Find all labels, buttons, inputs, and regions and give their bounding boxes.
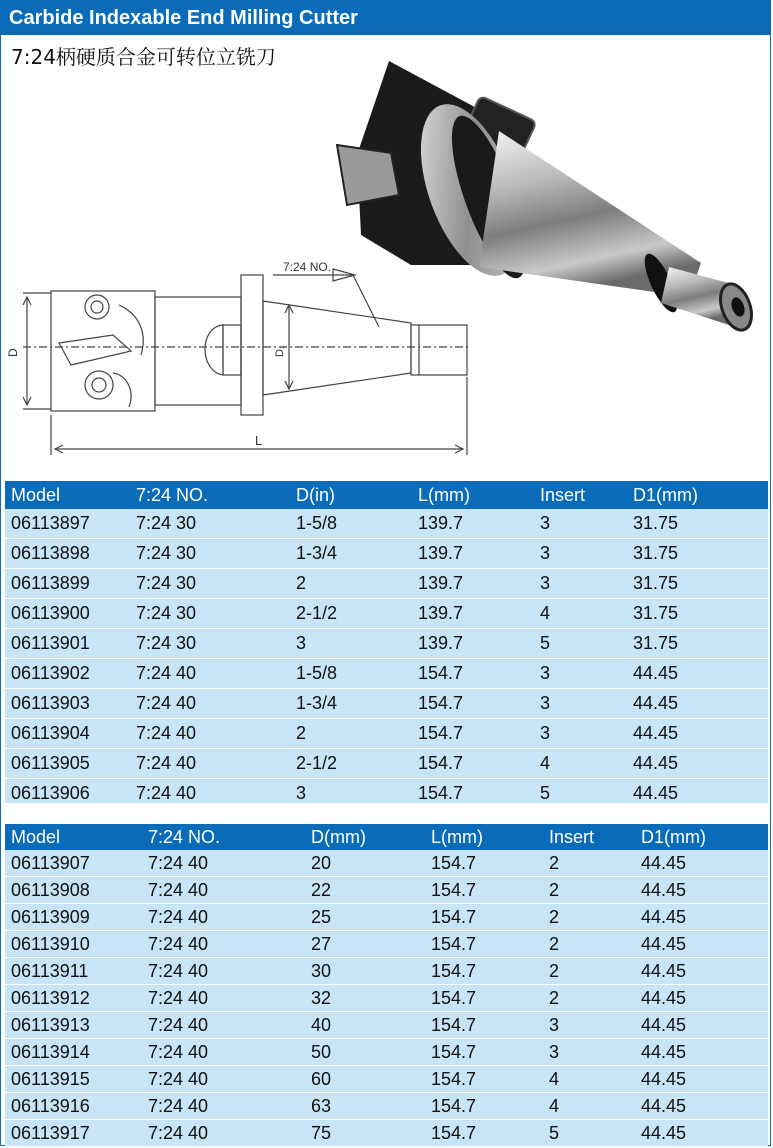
spec-table-inch <box>5 481 768 809</box>
cell-d1: 44.45 <box>635 1120 768 1147</box>
cell-d1: 44.45 <box>635 985 768 1012</box>
header-model: Model <box>5 481 130 509</box>
cell-l: 154.7 <box>425 1039 543 1066</box>
table-row <box>5 599 768 629</box>
cell-l: 154.7 <box>412 689 534 719</box>
cell-l: 139.7 <box>412 599 534 629</box>
cell-d: 27 <box>305 931 425 958</box>
cell-l: 139.7 <box>412 569 534 599</box>
cell-l: 154.7 <box>425 877 543 904</box>
cell-l: 154.7 <box>425 958 543 985</box>
cell-l: 154.7 <box>425 1012 543 1039</box>
page-subtitle: 7:24柄硬质合金可转位立铣刀 <box>11 45 276 69</box>
cell-model: 06113910 <box>5 931 142 958</box>
cell-model: 06113916 <box>5 1093 142 1120</box>
table-row <box>5 509 768 539</box>
cell-model: 06113899 <box>5 569 130 599</box>
cell-insert: 5 <box>534 629 627 659</box>
cell-insert: 5 <box>534 779 627 809</box>
cell-model: 06113897 <box>5 509 130 539</box>
table-row <box>5 749 768 779</box>
header-model: Model <box>5 824 142 850</box>
cell-taper: 7:24 40 <box>142 904 305 931</box>
cell-d: 60 <box>305 1066 425 1093</box>
table-row <box>5 985 768 1012</box>
cell-model: 06113913 <box>5 1012 142 1039</box>
cell-l: 154.7 <box>425 931 543 958</box>
cell-taper: 7:24 40 <box>130 689 290 719</box>
cell-d1: 44.45 <box>635 850 768 877</box>
cell-model: 06113912 <box>5 985 142 1012</box>
cell-d1: 44.45 <box>635 1012 768 1039</box>
cell-l: 154.7 <box>425 1066 543 1093</box>
table-row <box>5 659 768 689</box>
cell-d1: 44.45 <box>635 904 768 931</box>
cell-d: 32 <box>305 985 425 1012</box>
cell-d: 2-1/2 <box>290 599 412 629</box>
table-row <box>5 1012 768 1039</box>
cell-d: 1-3/4 <box>290 539 412 569</box>
cell-d1: 31.75 <box>627 569 768 599</box>
cell-taper: 7:24 40 <box>130 749 290 779</box>
product-photo <box>1 35 772 481</box>
table-header-row <box>5 481 768 509</box>
header-taper: 7:24 NO. <box>142 824 305 850</box>
cell-d1: 44.45 <box>635 958 768 985</box>
cell-insert: 3 <box>534 719 627 749</box>
table-header-row <box>5 824 768 850</box>
cell-taper: 7:24 30 <box>130 539 290 569</box>
cell-d1: 44.45 <box>635 1039 768 1066</box>
cell-d: 20 <box>305 850 425 877</box>
cell-insert: 4 <box>543 1066 635 1093</box>
spec-table-metric <box>5 824 768 1147</box>
cell-d1: 44.45 <box>627 749 768 779</box>
cell-l: 139.7 <box>412 629 534 659</box>
table-row <box>5 629 768 659</box>
cell-model: 06113909 <box>5 904 142 931</box>
table-row <box>5 689 768 719</box>
cell-d: 50 <box>305 1039 425 1066</box>
cell-insert: 2 <box>543 877 635 904</box>
page-title: Carbide Indexable End Milling Cutter <box>1 1 770 35</box>
header-d1: D1(mm) <box>635 824 768 850</box>
d1-dimension-label: D₁ <box>274 345 286 357</box>
cell-taper: 7:24 40 <box>130 719 290 749</box>
cell-l: 154.7 <box>412 659 534 689</box>
table-row <box>5 719 768 749</box>
cell-d: 22 <box>305 877 425 904</box>
cell-insert: 2 <box>543 850 635 877</box>
table-row <box>5 1039 768 1066</box>
cell-d: 2 <box>290 719 412 749</box>
cell-insert: 2 <box>543 904 635 931</box>
cell-model: 06113905 <box>5 749 130 779</box>
cell-insert: 4 <box>534 749 627 779</box>
cell-d: 2 <box>290 569 412 599</box>
header-taper: 7:24 NO. <box>130 481 290 509</box>
cell-model: 06113915 <box>5 1066 142 1093</box>
header-d1: D1(mm) <box>627 481 768 509</box>
cell-insert: 3 <box>543 1012 635 1039</box>
cell-taper: 7:24 40 <box>142 1012 305 1039</box>
cell-model: 06113903 <box>5 689 130 719</box>
l-dimension-label: L <box>255 433 263 448</box>
cell-d1: 31.75 <box>627 629 768 659</box>
header-d: D(mm) <box>305 824 425 850</box>
cell-model: 06113911 <box>5 958 142 985</box>
table-row <box>5 1120 768 1147</box>
cell-taper: 7:24 40 <box>142 1120 305 1147</box>
cell-insert: 3 <box>534 689 627 719</box>
cell-taper: 7:24 40 <box>142 877 305 904</box>
cell-insert: 2 <box>543 985 635 1012</box>
cell-l: 154.7 <box>412 719 534 749</box>
header-insert: Insert <box>543 824 635 850</box>
product-figure <box>1 35 772 481</box>
cell-model: 06113906 <box>5 779 130 809</box>
cell-d: 3 <box>290 629 412 659</box>
cell-model: 06113908 <box>5 877 142 904</box>
cell-taper: 7:24 40 <box>142 1066 305 1093</box>
cell-insert: 2 <box>543 931 635 958</box>
cell-d1: 31.75 <box>627 539 768 569</box>
cell-insert: 3 <box>534 509 627 539</box>
cell-taper: 7:24 40 <box>130 779 290 809</box>
header-d: D(in) <box>290 481 412 509</box>
cell-d: 25 <box>305 904 425 931</box>
cell-l: 139.7 <box>412 539 534 569</box>
cell-d1: 44.45 <box>627 779 768 809</box>
cell-taper: 7:24 40 <box>130 659 290 689</box>
table-spacer <box>5 803 768 824</box>
header-insert: Insert <box>534 481 627 509</box>
cell-insert: 5 <box>543 1120 635 1147</box>
taper-callout: 7:24 NO. <box>283 260 332 274</box>
cell-d1: 44.45 <box>635 1066 768 1093</box>
cell-d1: 44.45 <box>635 877 768 904</box>
cell-l: 154.7 <box>412 749 534 779</box>
cell-taper: 7:24 30 <box>130 599 290 629</box>
cell-d1: 31.75 <box>627 599 768 629</box>
cell-d1: 44.45 <box>635 931 768 958</box>
cell-insert: 3 <box>543 1039 635 1066</box>
cell-model: 06113900 <box>5 599 130 629</box>
cell-insert: 3 <box>534 539 627 569</box>
cell-insert: 4 <box>534 599 627 629</box>
cell-l: 154.7 <box>425 850 543 877</box>
table-row <box>5 569 768 599</box>
cell-l: 154.7 <box>425 904 543 931</box>
cell-d: 40 <box>305 1012 425 1039</box>
cell-model: 06113902 <box>5 659 130 689</box>
cell-d: 2-1/2 <box>290 749 412 779</box>
d-dimension-label: D <box>6 348 20 357</box>
cell-taper: 7:24 40 <box>142 931 305 958</box>
cell-d: 1-5/8 <box>290 659 412 689</box>
cell-l: 154.7 <box>412 779 534 809</box>
cell-model: 06113917 <box>5 1120 142 1147</box>
cell-insert: 4 <box>543 1093 635 1120</box>
cell-d1: 44.45 <box>627 659 768 689</box>
cell-taper: 7:24 30 <box>130 509 290 539</box>
cell-d1: 31.75 <box>627 509 768 539</box>
cell-model: 06113907 <box>5 850 142 877</box>
cell-d: 1-5/8 <box>290 509 412 539</box>
cell-d1: 44.45 <box>627 719 768 749</box>
cell-d: 30 <box>305 958 425 985</box>
table-row <box>5 904 768 931</box>
cell-model: 06113898 <box>5 539 130 569</box>
cell-model: 06113904 <box>5 719 130 749</box>
header-l: L(mm) <box>425 824 543 850</box>
cell-d: 75 <box>305 1120 425 1147</box>
table-row <box>5 1093 768 1120</box>
cell-l: 154.7 <box>425 985 543 1012</box>
cell-insert: 2 <box>543 958 635 985</box>
cell-d1: 44.45 <box>627 689 768 719</box>
cell-taper: 7:24 40 <box>142 1039 305 1066</box>
cell-taper: 7:24 40 <box>142 850 305 877</box>
cell-l: 154.7 <box>425 1120 543 1147</box>
table-row <box>5 850 768 877</box>
cell-l: 139.7 <box>412 509 534 539</box>
table-row <box>5 1066 768 1093</box>
table-row <box>5 539 768 569</box>
cell-insert: 3 <box>534 659 627 689</box>
cell-d: 63 <box>305 1093 425 1120</box>
table-row <box>5 931 768 958</box>
cell-taper: 7:24 40 <box>142 985 305 1012</box>
cell-taper: 7:24 30 <box>130 569 290 599</box>
cell-taper: 7:24 40 <box>142 958 305 985</box>
cell-d1: 44.45 <box>635 1093 768 1120</box>
cell-insert: 3 <box>534 569 627 599</box>
cell-l: 154.7 <box>425 1093 543 1120</box>
cell-model: 06113914 <box>5 1039 142 1066</box>
cell-d: 3 <box>290 779 412 809</box>
header-l: L(mm) <box>412 481 534 509</box>
table-row <box>5 958 768 985</box>
cell-d: 1-3/4 <box>290 689 412 719</box>
cell-taper: 7:24 40 <box>142 1093 305 1120</box>
cell-model: 06113901 <box>5 629 130 659</box>
table-row <box>5 877 768 904</box>
technical-drawing <box>23 269 471 455</box>
cell-taper: 7:24 30 <box>130 629 290 659</box>
